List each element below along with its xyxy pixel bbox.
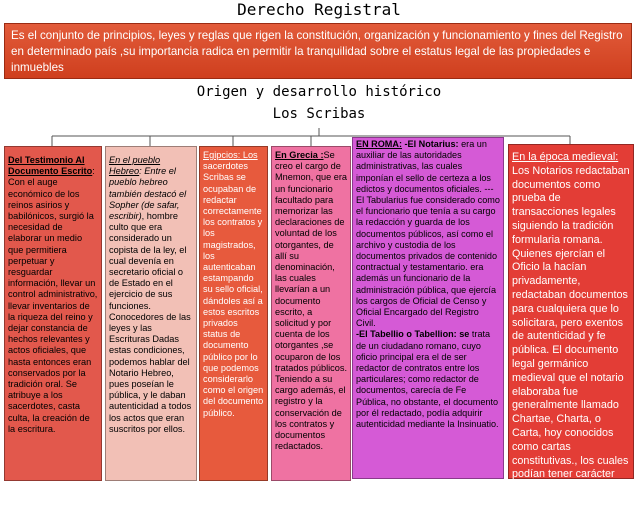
box-testimonio-documento — [4, 146, 102, 481]
box-epoca-medieval — [508, 144, 634, 508]
box-heading: Egipcios: Los — [203, 150, 258, 160]
box-roma — [352, 137, 504, 479]
box-text: sacerdotes Scribas se ocupaban de redactar correctamente los contratos y los magistrados, los autenticaban estampando su sello oficial, dándoles así a estos escritos privados status de documento público por lo que podemos considerarlo como el origen del documento público. — [203, 161, 264, 418]
box-heading: En Grecia : — [275, 150, 324, 160]
box-text: , hombre culto que era considerado un copista de la ley, el cual devenía en secretario oficial o de Estado en el ejercicio de sus funciones. Conocedores de las leyes y las Escrituras Dadas estas condiciones, podemos hablar del Notario Hebreo, pues poseían le pública, y le daban autenticidad a todos los actos que eran suscritos por ellos. — [109, 211, 192, 434]
box-text-2: trata de un ciudadano romano, cuyo oficio principal era el de ser redactor de contratos entre los particulares; como redactor de documentos, carecía de Fe Pública, no obstante, el documento por él redactado, podía adquirir autenticidad mediante la Insinuatio. — [356, 329, 499, 430]
box-text-italic: : Entre el pueblo hebreo también destacó el Sopher (de safar, escribir) — [109, 166, 187, 222]
tabellio-heading: -El Tabellio o Tabellion: se — [356, 329, 470, 340]
box-text: : Con el auge económico de los reinos asirios y babilónicos, surgió la necesidad de elaborar un medio que permitiera perpetuar y resguardar información, llevar un control administrativo, llevar inventarios de la riqueza del reino y dejar constancia de hechos relevantes y actos oficiales, que hasta entonces eran conservados por la tradición oral. Se atribuye a los sacerdotes, casta culta, la creación de la escritura. — [8, 166, 98, 434]
box-heading: En la época medieval: — [512, 151, 619, 163]
diagram-title: Derecho Registral — [237, 0, 401, 19]
box-heading: En el pueblo Hebreo — [109, 155, 161, 177]
box-heading: Del Testimonio Al Documento Escrito — [8, 155, 93, 177]
box-text: Los Notarios redactaban documentos como prueba de transacciones legales siguiendo la tradición formularia romana. Quienes ejercían el Oficio la hacían privadamente, redactaban documentos para cualquiera que lo solicitara, pero exentos de autenticidad y fe pública. El documento legal germánico medieval que el notario elaboraba fue generalmente llamado Chartae, Charta, o Carta, hoy conocidos como cartas constitutivas., los cuales podían tener carácter público al cumplir con ciertas formalidades. — [512, 164, 630, 508]
definition-box: Es el conjunto de principios, leyes y reglas que rigen la constitución, organización y funcionamiento y fines del Registro en determinado país ,su importancia radica en permitir la tranquilidad sobre el estatus legal de las propiedades e inmuebles — [4, 23, 632, 79]
box-heading: EN ROMA: — [356, 139, 402, 149]
box-egipcios — [199, 146, 268, 481]
box-grecia — [271, 146, 351, 481]
box-pueblo-hebreo — [105, 146, 197, 481]
section-title: Origen y desarrollo histórico — [196, 84, 442, 100]
section-subtitle: Los Scribas — [272, 106, 366, 122]
notarius-heading: -El Notarius: — [401, 139, 459, 149]
box-text: Se creo el cargo de Mnemon, que era un funcionario facultado para memorizar las declaraciones de voluntad de los otorgantes, de allí su denominación, las cuales llevarían a un documento escrito, a solicitud y por cuenta de los otorgantes ,se ocuparon de los tratados públicos. Teniendo a su cargo además, el registro y la conservación de los contratos y documentos redactados. — [275, 150, 348, 452]
box-text: era un auxiliar de las autoridades administrativas, las cuales imponían el sello de certeza a los edictos y documentos oficiales. ---El Tabularius fue considerado como el funcionario que tenía a su cargo la redacción y guarda de los documentos públicos, así como el archivo y custodia de los documentos privados de contenido contractual y testamentario. era además un funcionario de la administración pública, que ejercía los cargos de Oficial de Censo y Oficial Encargado del Registro Civil. — [356, 139, 500, 329]
